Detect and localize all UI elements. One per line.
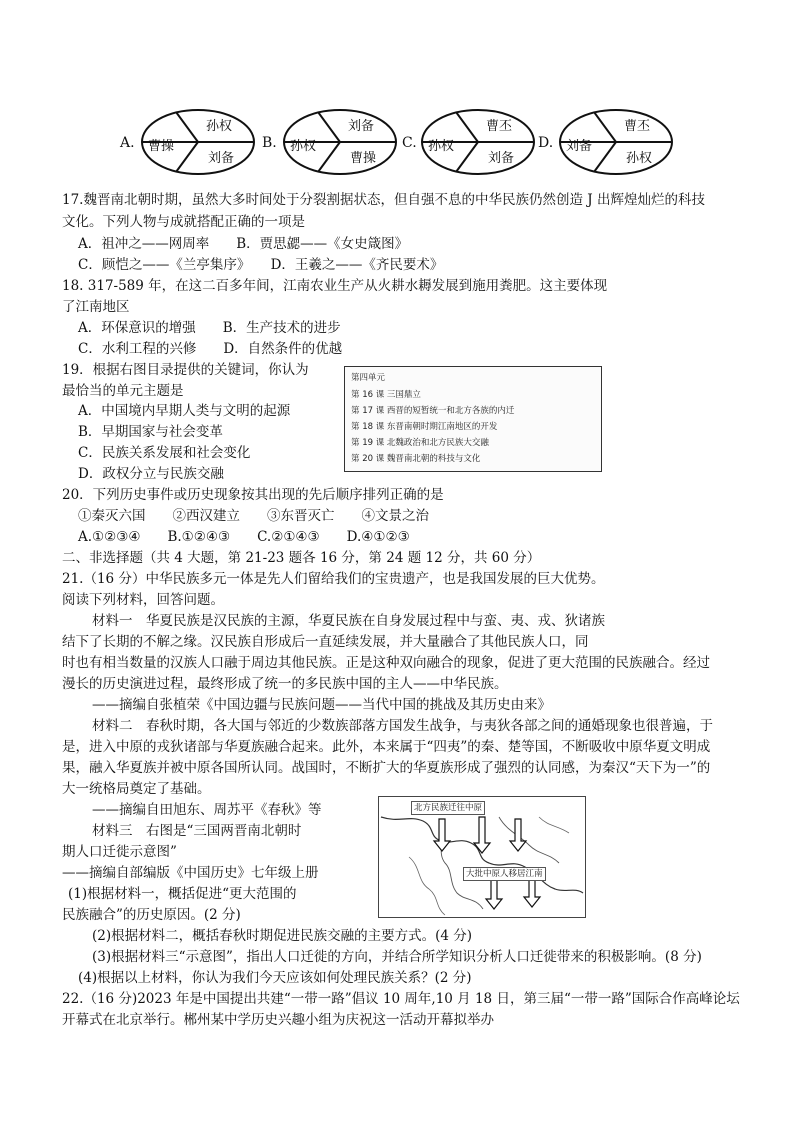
map-label-north-to-central: 北方民族迁往中原 <box>411 801 485 815</box>
pie-options-diagram <box>118 104 678 180</box>
q21-material1-line4: 漫长的历史演进过程，最终形成了统一的多民族中国的主人——中华民族。 <box>62 676 508 692</box>
pie-option-d-letter: D. <box>538 135 554 151</box>
q21-material1-line2: 结下了长期的不解之缘。汉民族自形成后一直延续发展，并大量融合了其他民族人口，同 <box>62 634 589 650</box>
pie-option-c-right: 刘备 <box>488 151 515 166</box>
q21-material1-line3: 时也有相当数量的汉族人口融于周边其他民族。正是这种双向融合的现象，促进了更大范围的民族融合。经过 <box>62 655 710 671</box>
pie-option-c-top: 曹丕 <box>486 119 513 134</box>
q21-subquestion1-line1: (1)根据材料一，概括促进“更大范围的 <box>68 886 297 902</box>
q21-material2-line4: 大一统格局奠定了基础。 <box>62 781 211 797</box>
pie-option-d-top: 曹丕 <box>624 119 651 134</box>
pie-option-c <box>402 110 534 174</box>
q18-options-line1: A．环保意识的增强 B．生产技术的进步 <box>78 320 341 336</box>
toc-lesson-18: 第 18 课 东晋南朝时期江南地区的开发 <box>351 422 498 432</box>
pie-option-d <box>538 110 672 174</box>
q21-subquestion3: (3)根据材料三“示意图”，指出人口迁徙的方向，并结合所学知识分析人口迁徙带来的积极影响。(8 分) <box>92 949 702 965</box>
pie-option-a-letter: A. <box>120 135 135 151</box>
toc-lesson-20: 第 20 课 魏晋南北朝的科技与文化 <box>351 454 481 464</box>
pie-option-c-left: 孙权 <box>428 139 455 154</box>
toc-lesson-19: 第 19 课 北魏政治和北方民族大交融 <box>351 438 489 448</box>
pie-option-b-right: 曹操 <box>350 151 377 166</box>
q17-options-line1: A．祖冲之——网周率 B．贾思勰——《女史箴图》 <box>78 236 409 252</box>
q18-stem-line2: 了江南地区 <box>62 299 130 315</box>
q21-material3-line2: 期人口迁徙示意图” <box>62 844 177 860</box>
q21-subquestion1-line2: 民族融合”的历史原因。(2 分) <box>62 907 241 923</box>
q19-stem-line1: 19．根据右图目录提供的关键词，你认为 <box>62 362 309 378</box>
q18-options-line2: C．水利工程的兴修 D．自然条件的优越 <box>78 341 343 357</box>
pie-option-a-left: 曹操 <box>148 139 175 154</box>
q17-options-line2: C．顾恺之——《兰亭集序》 D．王羲之——《齐民要术》 <box>78 257 444 273</box>
pie-option-a-right: 刘备 <box>208 151 235 166</box>
toc-lesson-17: 第 17 课 西晋的短暂统一和北方各族的内迁 <box>351 406 515 416</box>
pie-option-d-right: 孙权 <box>626 151 653 166</box>
q21-material1-line1: 材料一 华夏民族是汉民族的主源，华夏民族在自身发展过程中与蛮、夷、戎、狄诸族 <box>92 613 605 629</box>
q21-stem: 21.（16 分）中华民族多元一体是先人们留给我们的宝贵遗产，也是我国发展的巨大优势。 <box>62 571 605 587</box>
migration-map-drawing <box>379 797 585 917</box>
q17-stem-line2: 文化。下列人物与成就搭配正确的一项是 <box>62 214 305 230</box>
q19-table-of-contents <box>344 366 602 472</box>
q19-option-a: A．中国境内早期人类与文明的起源 <box>78 403 291 419</box>
pie-option-d-left: 刘备 <box>566 139 593 154</box>
q21-read-instruction: 阅读下列材料，回答问题。 <box>62 592 224 608</box>
toc-unit-title: 第四单元 <box>351 373 386 383</box>
q19-option-c: C．民族关系发展和社会变化 <box>78 445 251 461</box>
pie-option-b <box>262 110 396 174</box>
q21-material2-line1: 材料二 春秋时期，各大国与邻近的少数族部落方国发生战争，与夷狄各部之间的通婚现象也很普遍，于 <box>92 718 713 734</box>
q20-options: A.①②③④ B.①②④③ C.②①④③ D.④①②③ <box>78 529 410 545</box>
pie-option-a-top: 孙权 <box>206 119 233 134</box>
q21-subquestion2: (2)根据材料二，概括春秋时期促进民族交融的主要方式。(4 分) <box>92 928 473 944</box>
pie-option-b-letter: B. <box>262 135 277 151</box>
q22-stem-line2: 开幕式在北京举行。郴州某中学历史兴趣小组为庆祝这一活动开幕拟举办 <box>62 1012 494 1028</box>
q20-stem: 20．下列历史事件或历史现象按其出现的先后顺序排列正确的是 <box>62 487 444 503</box>
pie-option-c-letter: C. <box>402 135 417 151</box>
q22-stem-line1: 22.（16 分)2023 年是中国提出共建“一带一路”倡议 10 周年,10 月 18 日，第三届“一带一路”国际合作高峰论坛 <box>62 991 740 1007</box>
q17-stem-line1: 17.魏晋南北朝时期，虽然大多时间处于分裂割据状态，但自强不息的中华民族仍然创造 J 出辉煌灿烂的科技 <box>62 192 705 208</box>
q19-option-b: B．早期国家与社会变革 <box>78 424 223 440</box>
q21-subquestion4: (4)根据以上材料，你认为我们今天应该如何处理民族关系？(2 分) <box>78 970 472 986</box>
q21-material2-line3: 果，融入华夏族并被中原各国所认同。战国时，不断扩大的华夏族形成了强烈的认同感，为秦汉“天下为一”的 <box>62 760 711 776</box>
migration-map <box>378 796 586 918</box>
pie-option-b-top: 刘备 <box>348 119 375 134</box>
section-2-heading: 二、非选择题（共 4 大题，第 21-23 题各 16 分，第 24 题 12 分，共 60 分） <box>62 550 541 566</box>
q19-option-d: D．政权分立与民族交融 <box>78 466 224 482</box>
q21-material1-source: ——摘编自张植荣《中国边疆与民族问题——当代中国的挑战及其历史由来》 <box>92 697 551 713</box>
q19-stem-line2: 最恰当的单元主题是 <box>62 383 184 399</box>
q21-material2-source: ——摘编自田旭东、周苏平《春秋》等 <box>92 802 322 818</box>
q21-material3-source: ——摘编自部编版《中国历史》七年级上册 <box>62 865 319 881</box>
pie-option-b-left: 孙权 <box>290 139 317 154</box>
toc-lesson-16: 第 16 课 三国鼎立 <box>351 390 421 400</box>
q18-stem-line1: 18. 317-589 年，在这二百多年间，江南农业生产从火耕水耨发展到施用粪肥。这主要体现 <box>62 278 608 294</box>
map-label-central-to-south: 大批中原人移居江南 <box>463 867 546 881</box>
q20-items: ①秦灭六国 ②西汉建立 ③东晋灭亡 ④文景之治 <box>78 508 429 524</box>
q21-material3-line1: 材料三 右图是“三国两晋南北朝时 <box>92 823 302 839</box>
pie-option-a <box>119 110 254 174</box>
q21-material2-line2: 是，进入中原的戎狄诸部与华夏族融合起来。此外，本来属于“四夷”的秦、楚等国，不断吸收中原华夏文明成 <box>62 739 711 755</box>
